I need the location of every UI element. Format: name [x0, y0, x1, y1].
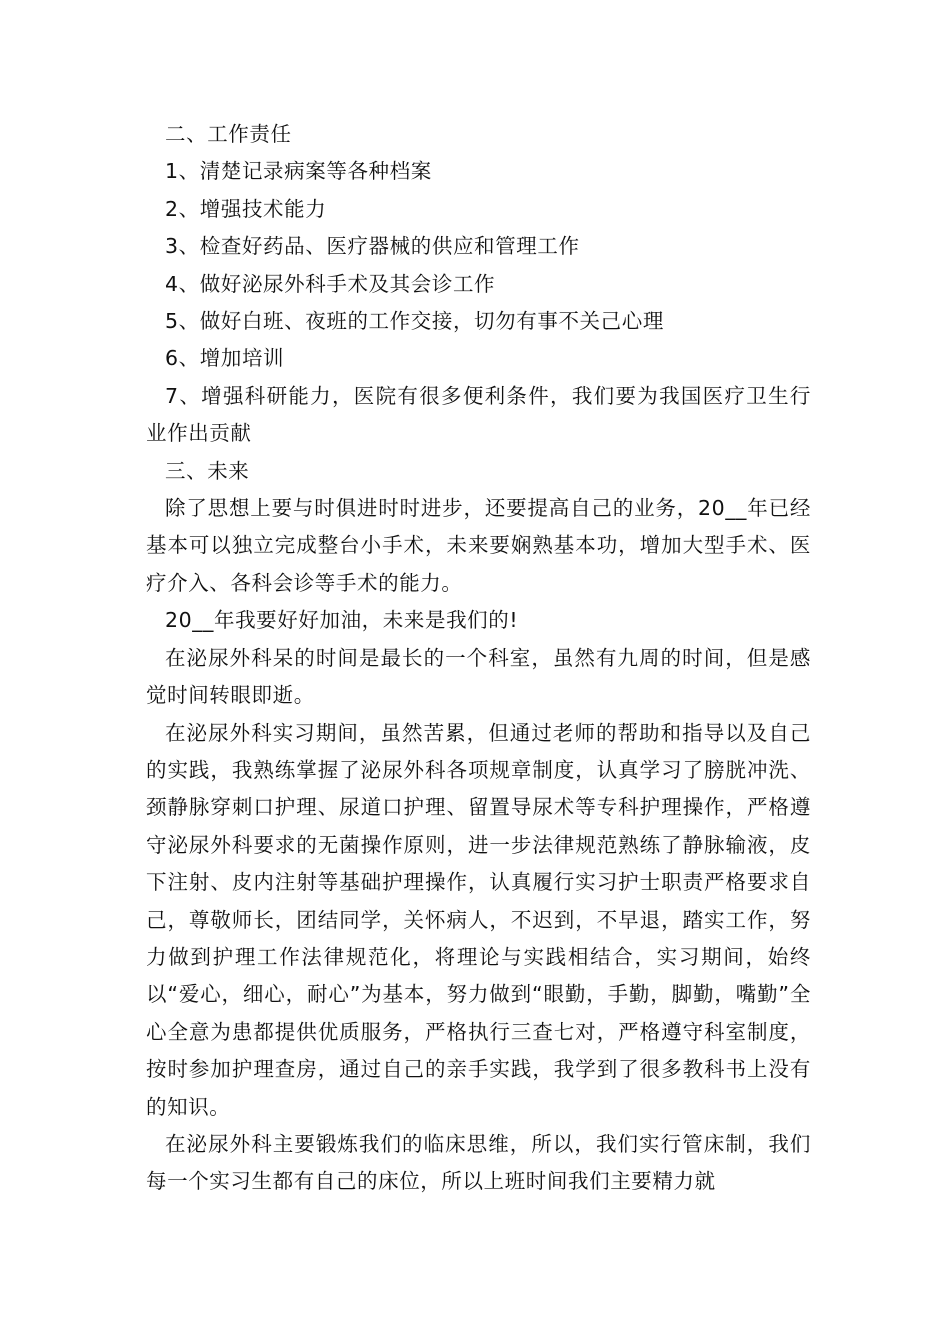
list-item: 4、做好泌尿外科手术及其会诊工作	[165, 271, 496, 296]
paragraph: 除了思想上要与时俱进时时进步，还要提高自己的业务，20__年已经基本可以独立完成整台小手术，未来要娴熟基本功，增加大型手术、医疗介入、各科会诊等手术的能力。	[146, 496, 811, 595]
list-item: 1、清楚记录病案等各种档案	[165, 159, 432, 184]
list-item: 6、增加培训	[165, 346, 285, 371]
paragraph: 在泌尿外科呆的时间是最长的一个科室，虽然有九周的时间，但是感觉时间转眼即逝。	[146, 645, 811, 708]
paragraph: 20__年我要好好加油，未来是我们的!	[165, 608, 519, 633]
list-item: 7、增强科研能力，医院有很多便利条件，我们要为我国医疗卫生行业作出贡献	[146, 383, 811, 446]
paragraph: 在泌尿外科实习期间，虽然苦累，但通过老师的帮助和指导以及自己的实践，我熟练掌握了泌尿外科各项规章制度，认真学习了膀胱冲洗、颈静脉穿刺口护理、尿道口护理、留置导尿术等专科护理操作，严格遵守泌尿外科要求的无菌操作原则，进一步法律规范熟练了静脉输液，皮下注射、皮内注射等基础护理操作，认真履行实习护士职责严格要求自己，尊敬师长，团结同学，关怀病人，不迟到，不早退，踏实工作，努力做到护理工作法律规范化，将理论与实践相结合，实习期间，始终以“爱心，细心，耐心”为基本，努力做到“眼勤，手勤，脚勤，嘴勤”全心全意为患都提供优质服务，严格执行三查七对，严格遵守科室制度，按时参加护理查房，通过自己的亲手实践，我学到了很多教科书上没有的知识。	[146, 720, 811, 1119]
section-heading-future: 三、未来	[165, 458, 250, 483]
document-body	[146, 116, 811, 1201]
list-item: 5、做好白班、夜班的工作交接，切勿有事不关己心理	[165, 309, 664, 334]
list-item: 3、检查好药品、医疗器械的供应和管理工作	[165, 234, 580, 259]
section-heading-work-responsibility: 二、工作责任	[165, 122, 292, 146]
paragraph: 在泌尿外科主要锻炼我们的临床思维，所以，我们实行管床制，我们每一个实习生都有自己的床位，所以上班时间我们主要精力就	[146, 1131, 811, 1194]
list-item: 2、增强技术能力	[165, 196, 327, 221]
